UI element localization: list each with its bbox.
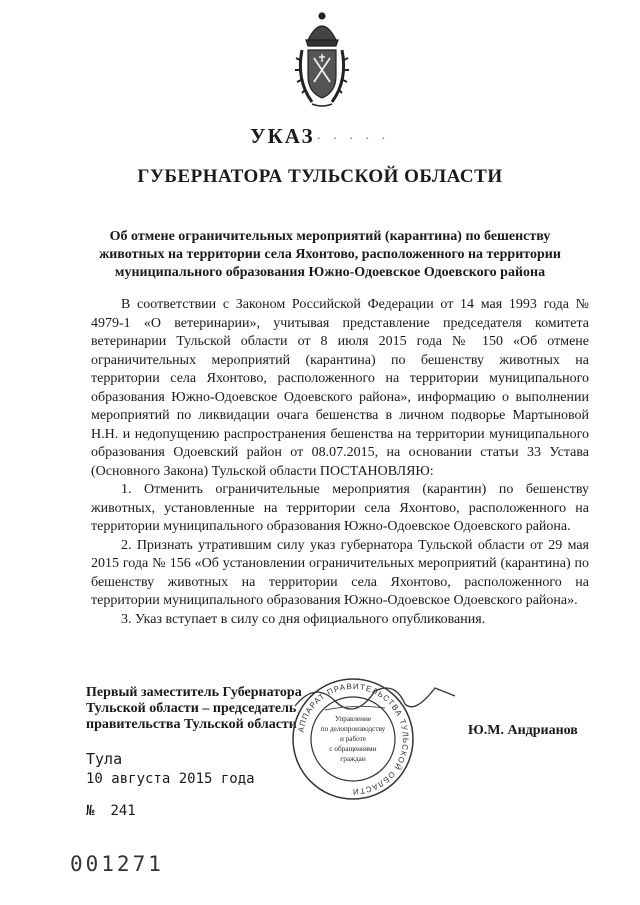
decree-subject [80,228,580,282]
signatory-name: Ю.М. Андрианов [468,723,578,738]
decree-item-1: 1. Отменить ограничительные мероприятия (карантин) по бешенству животных, установленные на территории села Яхонтово, расположенного на территории муниципального образования Южно-Одоевское Одоевского района. [91,482,589,534]
serial-number: 001271 [70,852,164,876]
number-value: 241 [110,803,136,819]
decree-body [91,296,589,629]
subject-line: Об отмене ограничительных мероприятий (карантина) по бешенству [109,229,551,244]
decree-number [86,803,136,819]
issue-date: 10 августа 2015 года [86,771,255,787]
svg-text:по делопроизводству: по делопроизводству [320,725,386,733]
decree-item-3: 3. Указ вступает в силу со дня официального опубликования. [121,611,486,627]
title-dots: · · · · · [316,132,390,147]
subject-line: животных на территории села Яхонтово, расположенного на территории [99,247,561,262]
decree-item-2: 2. Признать утратившим силу указ губернатора Тульской области от 29 мая 2015 года № 156 «Об установлении ограничительных мероприятий (карантина) по бешенству животных на территории села Яхонтово, расположенного на территории муниципального образования Южно-Одоевское Одоевского района». [91,537,589,608]
position-line: Первый заместитель Губернатора [86,685,302,700]
svg-text:граждан: граждан [340,755,366,763]
position-line: Тульской области – председатель [86,701,297,716]
issue-city: Тула [86,750,123,768]
document-type: УКАЗ [250,124,315,148]
svg-text:и работе: и работе [340,735,366,743]
svg-text:АППАРАТ ПРАВИТЕЛЬСТВА ТУЛЬСКОЙ: АППАРАТ ПРАВИТЕЛЬСТВА ТУЛЬСКОЙ ОБЛАСТИ [296,681,411,797]
svg-text:Управление: Управление [334,715,372,723]
svg-text:с обращениями: с обращениями [329,745,377,753]
position-line: правительства Тульской области [86,717,297,732]
coat-of-arms-emblem [294,10,350,108]
number-label: № [86,803,95,819]
official-stamp [290,676,416,802]
preamble-paragraph: В соответствии с Законом Российской Федерации от 14 мая 1993 года № 4979-1 «О ветеринарии», учитывая представление председателя комитета ветеринарии Тульской области от 8 июля 2015 года № 150 «Об отмене ограничительных мероприятий (карантина) по бешенству животных на территории села Яхонтово, расположенного на территории муниципального образования Южно-Одоевское Одоевского района», информацию о выполнении мероприятий по ликвидации очага бешенства в личном подворье Мартыновой Н.Н. и недопущению распространения бешенства на территории муниципального образования Одоевский район от 08.07.2015, на основании статьи 33 Устава (Основного Закона) Тульской области ПОСТАНОВЛЯЮ: [91,297,589,479]
document-type-title [0,124,640,149]
subject-line: муниципального образования Южно-Одоевское Одоевского района [114,265,546,280]
issuer-title: ГУБЕРНАТОРА ТУЛЬСКОЙ ОБЛАСТИ [137,166,503,187]
